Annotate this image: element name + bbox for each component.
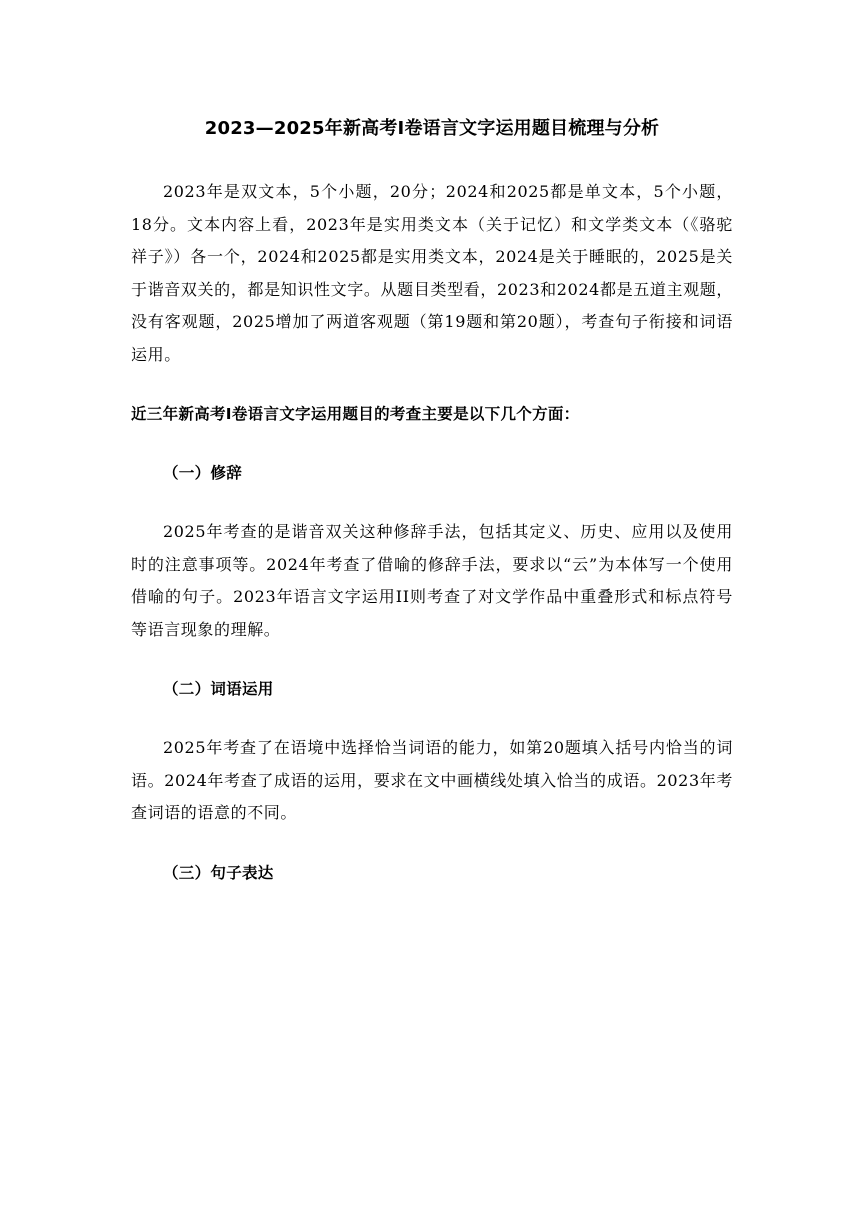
section-sentence-expression xyxy=(131,857,733,889)
section-word-usage xyxy=(131,673,733,830)
section-rhetoric xyxy=(131,457,733,646)
lead-heading: 近三年新高考Ⅰ卷语言文字运用题目的考查主要是以下几个方面： xyxy=(131,405,580,423)
section-heading-sentence-expression: （三）句子表达 xyxy=(163,863,274,882)
intro-paragraph: 2023年是双文本，5个小题，20分；2024和2025都是单文本，5个小题，18分。文本内容上看，2023年是实用类文本（关于记忆）和文学类文本（《骆驼祥子》）各一个，2024和2025都是实用类文本，2024是关于睡眠的，2025是关于谐音双关的，都是知识性文字。从题目类型看，2023和2024都是五道主观题，没有客观题，2025增加了两道客观题（第19题和第20题），考查句子衔接和词语运用。 xyxy=(131,182,733,364)
document-title: 2023—2025年新高考Ⅰ卷语言文字运用题目梳理与分析 xyxy=(204,118,660,139)
section-heading-rhetoric: （一）修辞 xyxy=(163,464,243,482)
section-body-word-usage: 2025年考查了在语境中选择恰当词语的能力，如第20题填入括号内恰当的词语。2024年考查了成语的运用，要求在文中画横线处填入恰当的成语。2023年考查词语的语意的不同。 xyxy=(131,738,733,822)
section-heading-word-usage: （二）词语运用 xyxy=(163,680,274,698)
section-body-rhetoric: 2025年考查的是谐音双关这种修辞手法，包括其定义、历史、应用以及使用时的注意事项等。2024年考查了借喻的修辞手法，要求以“云”为本体写一个使用借喻的句子。2023年语言文字运用II则考查了对文学作品中重叠形式和标点符号等语言现象的理解。 xyxy=(131,522,733,639)
